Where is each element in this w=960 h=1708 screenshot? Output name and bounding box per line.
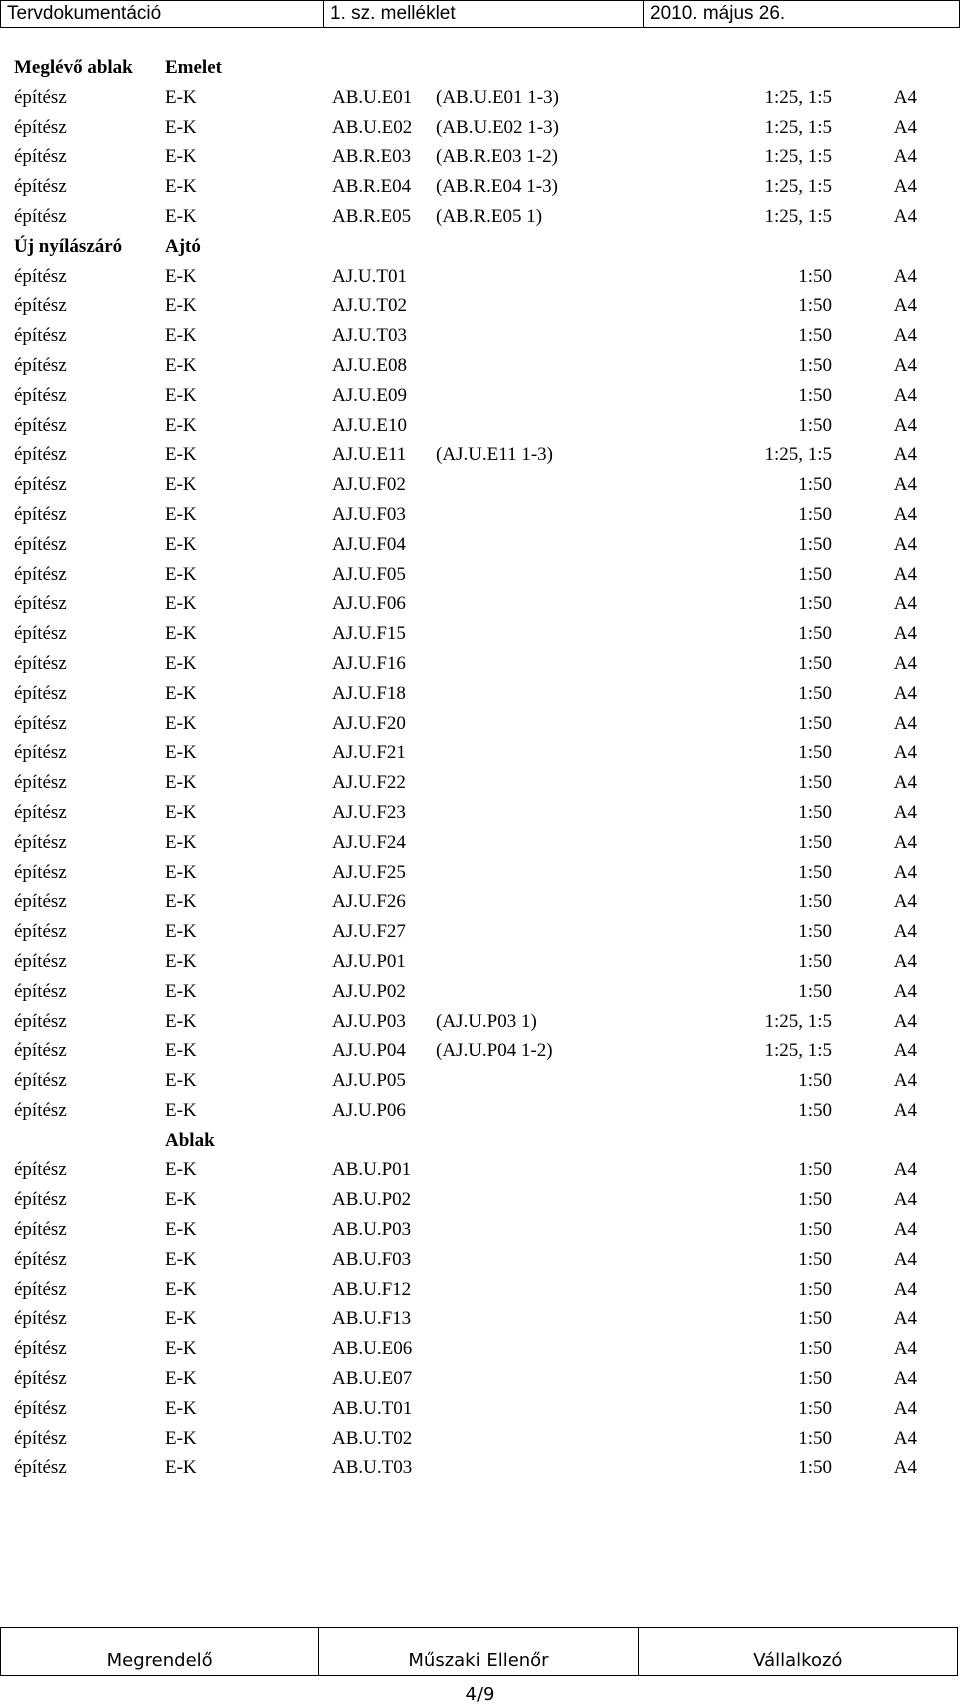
drawing-code: AJ.U.F03 (332, 503, 406, 525)
paper-size: A4 (893, 652, 917, 674)
detail-reference: (AB.R.E05 1) (436, 205, 543, 227)
location: E-K (165, 682, 197, 704)
list-item (0, 500, 960, 530)
location: E-K (165, 652, 197, 674)
discipline: építész (14, 325, 67, 347)
list-item (0, 142, 960, 172)
scale: 1:50 (798, 414, 832, 436)
drawing-code: AJ.U.F05 (332, 563, 406, 585)
scale: 1:50 (798, 1099, 832, 1121)
location: E-K (165, 742, 197, 764)
list-item (0, 351, 960, 381)
discipline: építész (14, 712, 67, 734)
paper-size: A4 (893, 1040, 917, 1062)
drawing-code: AJ.U.F06 (332, 593, 406, 615)
discipline: építész (14, 1219, 67, 1241)
location: E-K (165, 414, 197, 436)
drawing-code: AB.U.T01 (332, 1397, 413, 1419)
drawing-code: AJ.U.P06 (332, 1099, 406, 1121)
paper-size: A4 (893, 682, 917, 704)
drawing-code: AJ.U.F16 (332, 652, 406, 674)
scale: 1:50 (798, 384, 832, 406)
location: E-K (165, 146, 197, 168)
scale: 1:50 (798, 1189, 832, 1211)
scale: 1:50 (798, 742, 832, 764)
drawing-code: AJ.U.P04 (332, 1040, 406, 1062)
drawing-code: AB.U.E07 (332, 1368, 413, 1390)
scale: 1:50 (798, 712, 832, 734)
discipline: építész (14, 384, 67, 406)
list-item (0, 1096, 960, 1126)
scale: 1:50 (798, 623, 832, 645)
list-item (0, 411, 960, 441)
discipline: építész (14, 950, 67, 972)
signature-inspector: Műszaki Ellenőr (319, 1628, 638, 1675)
location: E-K (165, 1248, 197, 1270)
paper-size: A4 (893, 1308, 917, 1330)
section-subcategory: Ajtó (165, 235, 201, 257)
paper-size: A4 (893, 772, 917, 794)
location: E-K (165, 831, 197, 853)
discipline: építész (14, 1070, 67, 1092)
location: E-K (165, 176, 197, 198)
drawing-code: AB.U.F13 (332, 1308, 412, 1330)
location: E-K (165, 205, 197, 227)
list-item (0, 1394, 960, 1424)
list-item (0, 619, 960, 649)
paper-size: A4 (893, 1397, 917, 1419)
list-item (0, 1334, 960, 1364)
scale: 1:50 (798, 354, 832, 376)
list-item (0, 858, 960, 888)
list-item (0, 291, 960, 321)
discipline: építész (14, 1338, 67, 1360)
paper-size: A4 (893, 593, 917, 615)
section-heading (0, 53, 960, 83)
paper-size: A4 (893, 176, 917, 198)
drawing-code: AJ.U.F15 (332, 623, 406, 645)
list-item (0, 262, 960, 292)
location: E-K (165, 950, 197, 972)
scale: 1:25, 1:5 (764, 1040, 832, 1062)
section-subcategory: Ablak (165, 1129, 215, 1151)
scale: 1:50 (798, 1219, 832, 1241)
location: E-K (165, 533, 197, 555)
location: E-K (165, 1397, 197, 1419)
paper-size: A4 (893, 146, 917, 168)
list-item (0, 917, 960, 947)
detail-reference: (AB.R.E04 1-3) (436, 176, 558, 198)
discipline: építész (14, 474, 67, 496)
section-subcategory: Emelet (165, 57, 222, 78)
discipline: építész (14, 503, 67, 525)
list-item (0, 470, 960, 500)
list-item (0, 530, 960, 560)
paper-size: A4 (893, 1099, 917, 1121)
drawing-code: AJ.U.F04 (332, 533, 406, 555)
discipline: építész (14, 742, 67, 764)
paper-size: A4 (893, 116, 917, 138)
paper-size: A4 (893, 1338, 917, 1360)
paper-size: A4 (893, 444, 917, 466)
discipline: építész (14, 146, 67, 168)
drawing-code: AB.U.T02 (332, 1427, 413, 1449)
discipline: építész (14, 265, 67, 287)
scale: 1:50 (798, 891, 832, 913)
drawing-code: AJ.U.F18 (332, 682, 406, 704)
discipline: építész (14, 801, 67, 823)
location: E-K (165, 563, 197, 585)
location: E-K (165, 623, 197, 645)
location: E-K (165, 295, 197, 317)
scale: 1:50 (798, 533, 832, 555)
location: E-K (165, 325, 197, 347)
scale: 1:50 (798, 1338, 832, 1360)
list-item (0, 1364, 960, 1394)
discipline: építész (14, 86, 67, 108)
scale: 1:50 (798, 801, 832, 823)
list-item (0, 1304, 960, 1334)
document-header (0, 0, 960, 28)
document-date: 2010. május 26. (650, 3, 786, 24)
location: E-K (165, 86, 197, 108)
drawing-code: AJ.U.T03 (332, 325, 407, 347)
location: E-K (165, 354, 197, 376)
scale: 1:50 (798, 1427, 832, 1449)
section-heading (0, 232, 960, 262)
scale: 1:50 (798, 652, 832, 674)
list-item (0, 1185, 960, 1215)
page-number: 4/9 (465, 1684, 495, 1705)
scale: 1:25, 1:5 (764, 176, 832, 198)
drawing-code: AB.U.F03 (332, 1248, 412, 1270)
drawing-code: AB.U.P03 (332, 1219, 412, 1241)
drawing-code: AJ.U.F23 (332, 801, 406, 823)
drawing-code: AB.U.E06 (332, 1338, 413, 1360)
paper-size: A4 (893, 1368, 917, 1390)
drawing-code: AB.U.P02 (332, 1189, 412, 1211)
paper-size: A4 (893, 86, 917, 108)
scale: 1:50 (798, 593, 832, 615)
location: E-K (165, 265, 197, 287)
discipline: építész (14, 1308, 67, 1330)
drawing-code: AJ.U.E09 (332, 384, 407, 406)
list-item (0, 1155, 960, 1185)
location: E-K (165, 1219, 197, 1241)
scale: 1:50 (798, 1278, 832, 1300)
discipline: építész (14, 563, 67, 585)
list-item (0, 679, 960, 709)
paper-size: A4 (893, 1010, 917, 1032)
drawing-list (0, 53, 960, 1483)
list-item (0, 768, 960, 798)
discipline: építész (14, 772, 67, 794)
discipline: építész (14, 1040, 67, 1062)
list-item (0, 1036, 960, 1066)
location: E-K (165, 384, 197, 406)
location: E-K (165, 593, 197, 615)
drawing-code: AJ.U.F22 (332, 772, 406, 794)
list-item (0, 589, 960, 619)
location: E-K (165, 1457, 197, 1479)
scale: 1:50 (798, 1248, 832, 1270)
paper-size: A4 (893, 205, 917, 227)
drawing-code: AB.U.E02 (332, 116, 413, 138)
location: E-K (165, 712, 197, 734)
scale: 1:25, 1:5 (764, 205, 832, 227)
drawing-code: AJ.U.F02 (332, 474, 406, 496)
discipline: építész (14, 1457, 67, 1479)
section-category: Meglévő ablak (14, 57, 133, 78)
discipline: építész (14, 1010, 67, 1032)
paper-size: A4 (893, 861, 917, 883)
scale: 1:50 (798, 1457, 832, 1479)
paper-size: A4 (893, 533, 917, 555)
discipline: építész (14, 1099, 67, 1121)
location: E-K (165, 1189, 197, 1211)
location: E-K (165, 444, 197, 466)
discipline: építész (14, 414, 67, 436)
drawing-code: AJ.U.F20 (332, 712, 406, 734)
discipline: építész (14, 1248, 67, 1270)
drawing-code: AB.R.E04 (332, 176, 412, 198)
list-item (0, 1453, 960, 1483)
list-item (0, 440, 960, 470)
discipline: építész (14, 861, 67, 883)
paper-size: A4 (893, 474, 917, 496)
discipline: építész (14, 354, 67, 376)
section-category: Új nyílászáró (14, 235, 123, 257)
drawing-code: AJ.U.T02 (332, 295, 407, 317)
list-item (0, 1245, 960, 1275)
location: E-K (165, 772, 197, 794)
location: E-K (165, 1159, 197, 1181)
paper-size: A4 (893, 354, 917, 376)
list-item (0, 709, 960, 739)
drawing-code: AB.R.E03 (332, 146, 412, 168)
scale: 1:50 (798, 861, 832, 883)
scale: 1:25, 1:5 (764, 146, 832, 168)
paper-size: A4 (893, 891, 917, 913)
signature-client: Megrendelő (0, 1628, 319, 1675)
location: E-K (165, 1099, 197, 1121)
scale: 1:25, 1:5 (764, 1010, 832, 1032)
list-item (0, 947, 960, 977)
discipline: építész (14, 295, 67, 317)
paper-size: A4 (893, 295, 917, 317)
discipline: építész (14, 1427, 67, 1449)
list-item (0, 798, 960, 828)
drawing-code: AJ.U.P03 (332, 1010, 406, 1032)
scale: 1:50 (798, 563, 832, 585)
list-item (0, 1066, 960, 1096)
paper-size: A4 (893, 1457, 917, 1479)
scale: 1:25, 1:5 (764, 86, 832, 108)
scale: 1:50 (798, 1308, 832, 1330)
scale: 1:50 (798, 325, 832, 347)
paper-size: A4 (893, 921, 917, 943)
list-item (0, 828, 960, 858)
drawing-code: AB.U.P01 (332, 1159, 412, 1181)
drawing-code: AJ.U.F21 (332, 742, 406, 764)
scale: 1:50 (798, 1368, 832, 1390)
paper-size: A4 (893, 563, 917, 585)
drawing-code: AB.U.T03 (332, 1457, 413, 1479)
location: E-K (165, 1338, 197, 1360)
scale: 1:50 (798, 1397, 832, 1419)
discipline: építész (14, 1368, 67, 1390)
scale: 1:50 (798, 1159, 832, 1181)
drawing-code: AJ.U.F27 (332, 921, 406, 943)
discipline: építész (14, 1278, 67, 1300)
drawing-code: AJ.U.F24 (332, 831, 406, 853)
section-heading (0, 1126, 960, 1156)
discipline: építész (14, 1397, 67, 1419)
drawing-code: AJ.U.E10 (332, 414, 407, 436)
scale: 1:50 (798, 772, 832, 794)
drawing-code: AB.R.E05 (332, 205, 412, 227)
list-item (0, 1275, 960, 1305)
paper-size: A4 (893, 384, 917, 406)
annex-label: 1. sz. melléklet (324, 1, 644, 27)
paper-size: A4 (893, 1278, 917, 1300)
discipline: építész (14, 1159, 67, 1181)
paper-size: A4 (893, 325, 917, 347)
scale: 1:50 (798, 295, 832, 317)
detail-reference: (AB.U.E02 1-3) (436, 116, 559, 138)
location: E-K (165, 116, 197, 138)
discipline: építész (14, 921, 67, 943)
discipline: építész (14, 533, 67, 555)
location: E-K (165, 1070, 197, 1092)
paper-size: A4 (893, 623, 917, 645)
list-item (0, 113, 960, 143)
discipline: építész (14, 205, 67, 227)
scale: 1:50 (798, 831, 832, 853)
drawing-code: AJ.U.F25 (332, 861, 406, 883)
paper-size: A4 (893, 503, 917, 525)
list-item (0, 649, 960, 679)
discipline: építész (14, 891, 67, 913)
location: E-K (165, 1278, 197, 1300)
paper-size: A4 (893, 1248, 917, 1270)
scale: 1:50 (798, 1070, 832, 1092)
paper-size: A4 (893, 712, 917, 734)
scale: 1:50 (798, 503, 832, 525)
paper-size: A4 (893, 980, 917, 1002)
scale: 1:25, 1:5 (764, 116, 832, 138)
list-item (0, 1007, 960, 1037)
list-item (0, 83, 960, 113)
scale: 1:50 (798, 682, 832, 704)
list-item (0, 172, 960, 202)
detail-reference: (AJ.U.E11 1-3) (436, 444, 553, 466)
location: E-K (165, 891, 197, 913)
drawing-code: AJ.U.E08 (332, 354, 407, 376)
discipline: építész (14, 652, 67, 674)
location: E-K (165, 503, 197, 525)
discipline: építész (14, 831, 67, 853)
paper-size: A4 (893, 1189, 917, 1211)
scale: 1:50 (798, 265, 832, 287)
list-item (0, 321, 960, 351)
signature-block (0, 1627, 958, 1676)
paper-size: A4 (893, 1219, 917, 1241)
location: E-K (165, 801, 197, 823)
location: E-K (165, 474, 197, 496)
doc-type: Tervdokumentáció (1, 1, 324, 27)
drawing-code: AJ.U.P01 (332, 950, 406, 972)
location: E-K (165, 1308, 197, 1330)
discipline: építész (14, 682, 67, 704)
scale: 1:50 (798, 921, 832, 943)
list-item (0, 977, 960, 1007)
drawing-code: AJ.U.P05 (332, 1070, 406, 1092)
location: E-K (165, 1040, 197, 1062)
paper-size: A4 (893, 414, 917, 436)
detail-reference: (AB.U.E01 1-3) (436, 86, 559, 108)
location: E-K (165, 921, 197, 943)
location: E-K (165, 1427, 197, 1449)
discipline: építész (14, 593, 67, 615)
location: E-K (165, 1368, 197, 1390)
signature-contractor: Vállalkozó (639, 1628, 958, 1675)
scale: 1:50 (798, 474, 832, 496)
location: E-K (165, 861, 197, 883)
drawing-code: AJ.U.F26 (332, 891, 406, 913)
detail-reference: (AB.R.E03 1-2) (436, 146, 558, 168)
scale: 1:50 (798, 980, 832, 1002)
scale: 1:50 (798, 950, 832, 972)
paper-size: A4 (893, 950, 917, 972)
list-item (0, 560, 960, 590)
paper-size: A4 (893, 1070, 917, 1092)
discipline: építész (14, 1189, 67, 1211)
list-item (0, 381, 960, 411)
paper-size: A4 (893, 801, 917, 823)
discipline: építész (14, 623, 67, 645)
detail-reference: (AJ.U.P04 1-2) (436, 1040, 553, 1062)
location: E-K (165, 1010, 197, 1032)
paper-size: A4 (893, 265, 917, 287)
location: E-K (165, 980, 197, 1002)
discipline: építész (14, 116, 67, 138)
paper-size: A4 (893, 1427, 917, 1449)
drawing-code: AB.U.E01 (332, 86, 413, 108)
list-item (0, 1215, 960, 1245)
paper-size: A4 (893, 831, 917, 853)
discipline: építész (14, 980, 67, 1002)
list-item (0, 738, 960, 768)
drawing-code: AB.U.F12 (332, 1278, 412, 1300)
discipline: építész (14, 176, 67, 198)
drawing-code: AJ.U.P02 (332, 980, 406, 1002)
list-item (0, 1424, 960, 1454)
drawing-code: AJ.U.E11 (332, 444, 407, 466)
list-item (0, 887, 960, 917)
paper-size: A4 (893, 1159, 917, 1181)
detail-reference: (AJ.U.P03 1) (436, 1010, 537, 1032)
scale: 1:25, 1:5 (764, 444, 832, 466)
discipline: építész (14, 444, 67, 466)
drawing-code: AJ.U.T01 (332, 265, 407, 287)
paper-size: A4 (893, 742, 917, 764)
list-item (0, 202, 960, 232)
